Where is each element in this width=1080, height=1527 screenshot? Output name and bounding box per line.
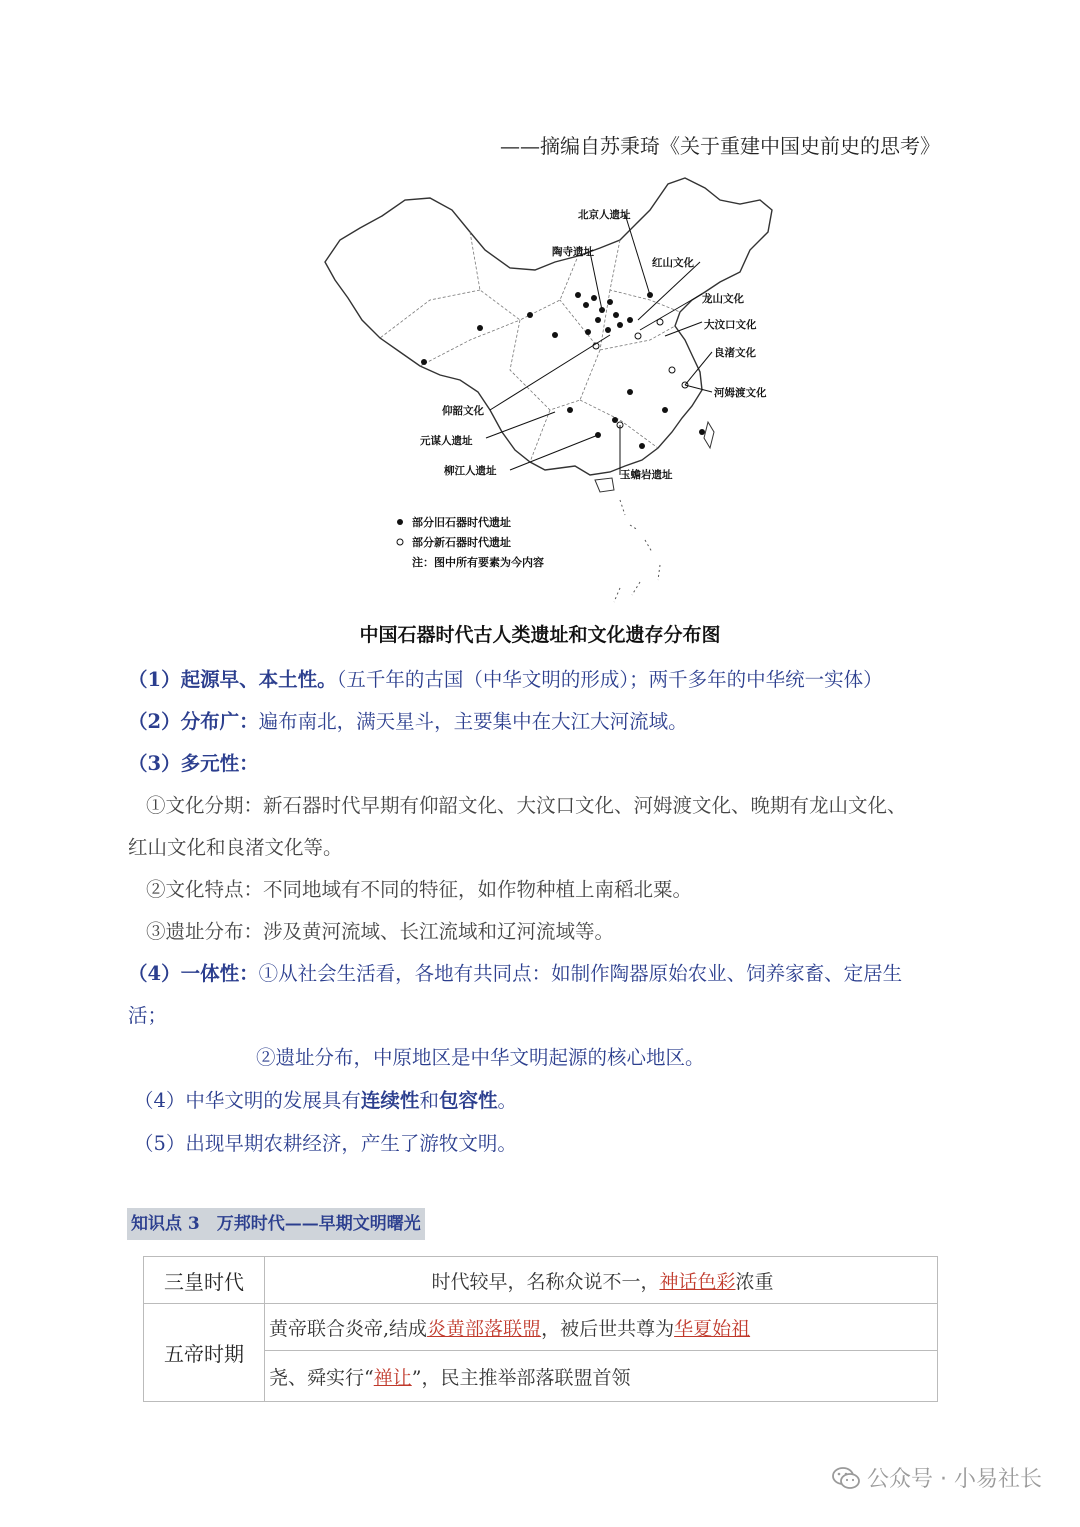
row2b-post: ”，民主推举部落联盟首领 xyxy=(411,1366,631,1389)
point-3-c: ③遗址分布：涉及黄河流域、长江流域和辽河流域等。 xyxy=(146,920,615,943)
point-2-text: 遍布南北，满天星斗，主要集中在大江大河流域。 xyxy=(258,710,688,733)
point-5-end: 。 xyxy=(497,1089,517,1112)
row1-head: 三皇时代 xyxy=(144,1257,265,1304)
row2b-keyword: 禅让 xyxy=(373,1366,412,1389)
row1-content xyxy=(265,1257,938,1304)
section-heading: 知识点 3 万邦时代——早期文明曙光 xyxy=(127,1208,425,1240)
label-yuanmou: 元谋人遗址 xyxy=(420,435,473,447)
point-1 xyxy=(128,664,883,692)
label-taosi: 陶寺遗址 xyxy=(552,246,594,258)
row2a-keyword-1: 炎黄部落联盟 xyxy=(427,1317,542,1340)
table-row xyxy=(144,1257,938,1304)
point-4-text1: ①从社会生活看，各地有共同点：如制作陶器原始农业、饲养家畜、定居生 xyxy=(258,962,903,985)
site-distribution-map xyxy=(320,170,790,610)
south-sea-islands xyxy=(614,500,660,602)
watermark xyxy=(831,1462,1042,1493)
row2a-content xyxy=(265,1304,938,1351)
label-liujiang: 柳江人遗址 xyxy=(444,465,497,477)
point-3-b: ②文化特点：不同地域有不同的特征，如作物种植上南稻北粟。 xyxy=(146,878,693,901)
point-1-text: （五千年的古国（中华文明的形成）；两千多年的中华统一实体） xyxy=(336,668,883,691)
hainan-island xyxy=(595,478,614,492)
taiwan-island xyxy=(704,422,714,448)
row2b-content xyxy=(265,1351,938,1402)
label-yuchanyan: 玉蟾岩遗址 xyxy=(620,469,673,481)
row1-post: 浓重 xyxy=(735,1270,774,1293)
history-table xyxy=(143,1256,938,1402)
point-2 xyxy=(128,706,688,734)
wechat-icon xyxy=(831,1465,861,1491)
label-beijingren: 北京人遗址 xyxy=(578,209,631,221)
citation: ——摘编自苏秉琦《关于重建中国史前史的思考》 xyxy=(500,134,940,158)
row1-keyword: 神话色彩 xyxy=(659,1270,736,1293)
point-3-a-line1: ①文化分期：新石器时代早期有仰韶文化、大汶口文化、河姆渡文化、晚期有龙山文化、 xyxy=(146,794,907,817)
point-4-text2: 活； xyxy=(128,1004,168,1027)
point-5-pre: （4）中华文明的发展具有 xyxy=(134,1089,361,1112)
row2b-pre: 尧、舜实行“ xyxy=(269,1366,374,1389)
row2a-keyword-2: 华夏始祖 xyxy=(674,1317,751,1340)
point-4-label: （4）一体性： xyxy=(128,962,259,985)
point-4 xyxy=(128,958,902,986)
map-title: 中国石器时代古人类遗址和文化遗存分布图 xyxy=(359,624,721,646)
point-5-keyword-continuity: 连续性 xyxy=(360,1089,420,1112)
row2a-mid: ，被后世共尊为 xyxy=(541,1317,675,1340)
point-3-label: （3）多元性： xyxy=(128,752,259,775)
point-4-b: ②遗址分布，中原地区是中华文明起源的核心地区。 xyxy=(256,1046,705,1069)
row1-pre: 时代较早，名称众说不一， xyxy=(431,1270,660,1293)
point-6: （5）出现早期农耕经济，产生了游牧文明。 xyxy=(134,1132,517,1155)
point-5 xyxy=(134,1085,517,1113)
label-yangshao: 仰韶文化 xyxy=(442,405,484,417)
point-3-a-line2: 红山文化和良渚文化等。 xyxy=(128,836,343,859)
label-hemudu: 河姆渡文化 xyxy=(714,387,767,399)
legend-neolithic: 部分新石器时代遗址 xyxy=(412,536,511,549)
watermark-text: 公众号 · 小易社长 xyxy=(867,1467,1042,1492)
label-longshan: 龙山文化 xyxy=(702,293,744,305)
table-row xyxy=(144,1304,938,1351)
row2-head: 五帝时期 xyxy=(144,1304,265,1402)
point-2-label: （2）分布广： xyxy=(128,710,259,733)
point-1-label: （1）起源早、本土性。 xyxy=(128,668,337,691)
point-5-keyword-inclusiveness: 包容性 xyxy=(438,1089,498,1112)
legend-paleolithic: 部分旧石器时代遗址 xyxy=(412,516,511,529)
map-legend xyxy=(397,515,544,569)
row2a-pre: 黄帝联合炎帝,结成 xyxy=(269,1317,428,1340)
label-hongshan: 红山文化 xyxy=(652,257,694,269)
point-5-mid: 和 xyxy=(419,1089,439,1112)
label-liangzhu: 良渚文化 xyxy=(714,347,756,359)
label-dawenkou: 大汶口文化 xyxy=(704,319,757,331)
legend-note: 注：图中所有要素为今内容 xyxy=(412,556,544,569)
